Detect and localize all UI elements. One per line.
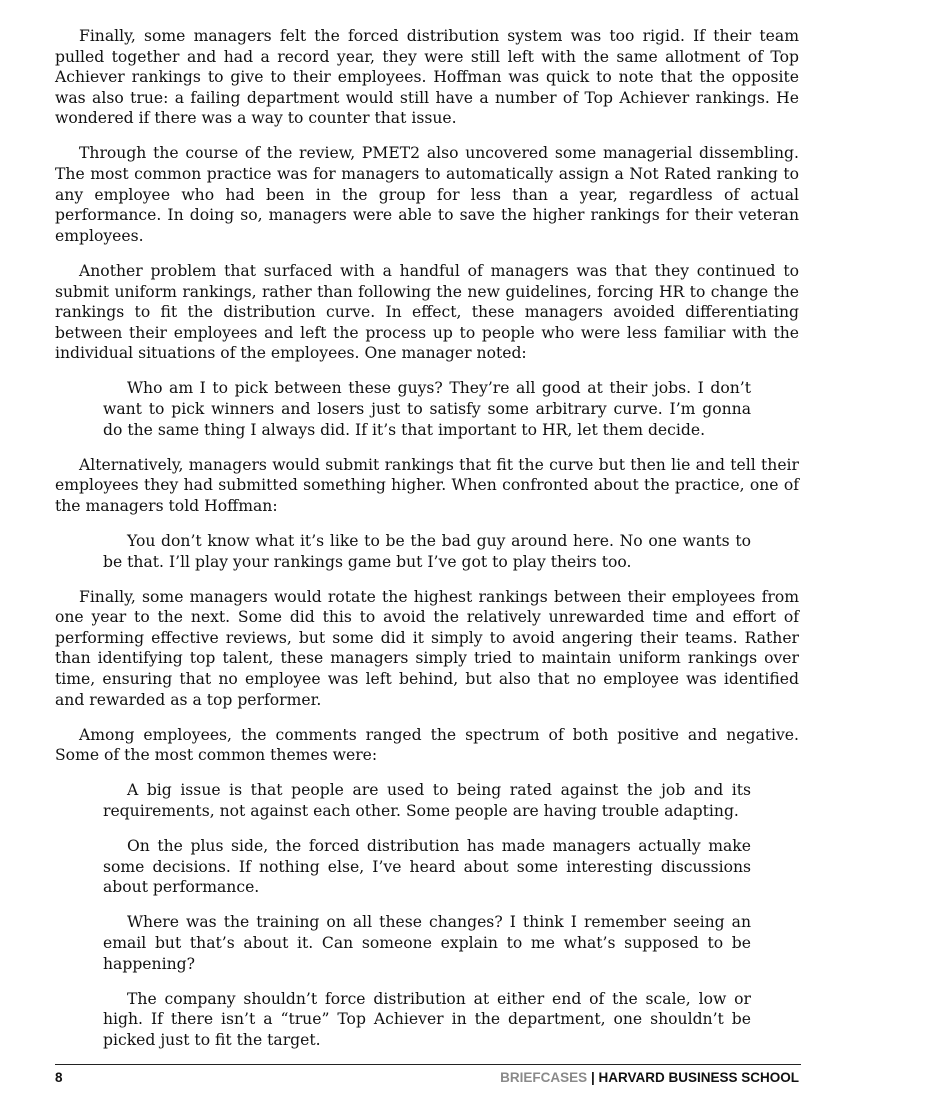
block-quote: A big issue is that people are used to being rated against the job and its requirements, not against each other. Some people are having trouble adapting. [103, 781, 751, 820]
block-quote: On the plus side, the forced distribution has made managers actually make some decisions. If nothing else, I’ve heard about some interesting discussions about performance. [103, 837, 751, 897]
block-quote: Who am I to pick between these guys? They’re all good at their jobs. I don’t want to pick winners and losers just to satisfy some arbitrary curve. I’m gonna do the same thing I always did. If it’s that important to HR, let them decide. [103, 379, 751, 439]
page-number: 8 [55, 1070, 63, 1085]
footer-separator: | [587, 1070, 599, 1085]
block-quote: The company shouldn’t force distribution at either end of the scale, low or high. If there isn’t a “true” Top Achiever in the department, one shouldn’t be picked just to fit the target. [103, 989, 751, 1049]
block-quote: Where was the training on all these changes? I think I remember seeing an email but that’s about it. Can someone explain to me what’s supposed to be happening? [103, 913, 751, 973]
footer-brand [500, 1070, 799, 1086]
footer-briefcases-label: BRIEFCASES [500, 1070, 588, 1085]
body-paragraph: Alternatively, managers would submit rankings that fit the curve but then lie and tell their employees they had submitted something higher. When confronted about the practice, one of the managers told Hoffman: [55, 455, 799, 515]
body-paragraph: Among employees, the comments ranged the spectrum of both positive and negative. Some of the most common themes were: [55, 725, 799, 765]
block-quote: You don’t know what it’s like to be the bad guy around here. No one wants to be that. I’ll play your rankings game but I’ve got to play theirs too. [103, 531, 751, 571]
body-paragraph: Finally, some managers felt the forced distribution system was too rigid. If their team pulled together and had a record year, they were still left with the same allotment of Top Achiever rankings to give to their employees. Hoffman was quick to note that the opposite was also true: a failing department would still have a number of Top Achiever rankings. He wondered if there was a way to counter that issue. [55, 27, 799, 128]
footer-school-label: HARVARD BUSINESS SCHOOL [598, 1070, 799, 1085]
page-body [55, 26, 799, 1065]
body-paragraph: Another problem that surfaced with a handful of managers was that they continued to submit uniform rankings, rather than following the new guidelines, forcing HR to change the rankings to fit the distribution curve. In effect, these managers avoided differentiating between their employees and left the process up to people who were less familiar with the individual situations of the employees. One manager noted: [55, 261, 799, 363]
body-paragraph: Through the course of the review, PMET2 also uncovered some managerial dissembling. The most common practice was for managers to automatically assign a Not Rated ranking to any employee who had been in the group for less than a year, regardless of actual performance. In doing so, managers were able to save the higher rankings for their veteran employees. [55, 144, 799, 245]
footer-divider [55, 1064, 801, 1065]
body-paragraph: Finally, some managers would rotate the highest rankings between their employees from one year to the next. Some did this to avoid the relatively unrewarded time and effort of performing effective reviews, but some did it simply to avoid angering their teams. Rather than identifying top talent, these managers simply tried to maintain uniform rankings over time, ensuring that no employee was left behind, but also that no employee was identified and rewarded as a top performer. [55, 587, 799, 709]
